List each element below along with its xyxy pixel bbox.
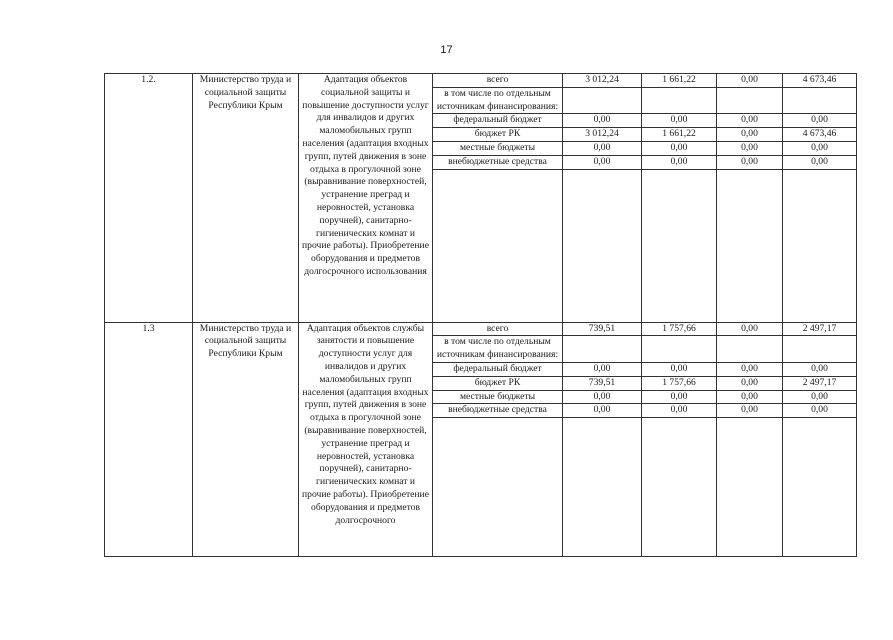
value-total — [783, 336, 857, 363]
funding-source: всего — [433, 322, 563, 336]
value-year-2: 0,00 — [642, 141, 717, 155]
value-year-2: 0,00 — [642, 155, 717, 169]
value-year-1: 0,00 — [563, 404, 642, 418]
funding-table — [104, 73, 857, 557]
responsible-executor: Министерство труда и социальной защиты Республики Крым — [193, 74, 299, 323]
value-year-3: 0,00 — [717, 322, 783, 336]
value-total: 2 497,17 — [783, 376, 857, 390]
empty-cell — [563, 418, 642, 557]
measure-name: Адаптация объектов социальной защиты и повышение доступности услуг для инвалидов и других маломобильных групп населения (адаптация входных групп, путей движения в зоне отдыха в прогулочной зоне (выравнивание поверхностей, устранение преград и неровностей, установка поручней), санитарно-гигиенических комнат и прочие работы). Приобретение оборудования и предметов долгосрочного использования — [299, 74, 433, 323]
value-year-1: 0,00 — [563, 141, 642, 155]
value-year-1 — [563, 336, 642, 363]
value-year-1: 0,00 — [563, 114, 642, 128]
value-year-1: 0,00 — [563, 362, 642, 376]
value-year-3: 0,00 — [717, 155, 783, 169]
value-year-1: 0,00 — [563, 390, 642, 404]
funding-source: федеральный бюджет — [433, 114, 563, 128]
value-year-2: 1 661,22 — [642, 128, 717, 142]
funding-source: бюджет РК — [433, 376, 563, 390]
empty-cell — [433, 169, 563, 322]
value-year-2: 1 757,66 — [642, 322, 717, 336]
value-year-1: 3 012,24 — [563, 74, 642, 88]
value-year-1: 739,51 — [563, 376, 642, 390]
funding-source: местные бюджеты — [433, 141, 563, 155]
value-total: 4 673,46 — [783, 74, 857, 88]
value-year-3: 0,00 — [717, 114, 783, 128]
value-total: 0,00 — [783, 141, 857, 155]
value-year-2: 0,00 — [642, 362, 717, 376]
value-year-3: 0,00 — [717, 74, 783, 88]
page-number: 17 — [440, 44, 453, 56]
value-year-1: 0,00 — [563, 155, 642, 169]
measure-name: Адаптация объектов службы занятости и повышение доступности услуг для инвалидов и других маломобильных групп населения (адаптация входных групп, путей движения в зоне отдыха в прогулочной зоне (выравнивание поверхностей, устранение преград и неровностей, установка поручней), санитарно-гигиенических комнат и прочие работы). Приобретение оборудования и предметов долгосрочного — [299, 322, 433, 557]
value-year-1 — [563, 87, 642, 114]
funding-source: в том числе по отдельным источникам финансирования: — [433, 87, 563, 114]
value-year-3: 0,00 — [717, 376, 783, 390]
funding-source: внебюджетные средства — [433, 155, 563, 169]
value-total — [783, 87, 857, 114]
empty-cell — [433, 418, 563, 557]
value-total: 4 673,46 — [783, 128, 857, 142]
responsible-executor: Министерство труда и социальной защиты Республики Крым — [193, 322, 299, 557]
value-year-3 — [717, 336, 783, 363]
value-total: 0,00 — [783, 114, 857, 128]
value-year-3: 0,00 — [717, 141, 783, 155]
empty-cell — [783, 418, 857, 557]
value-total: 0,00 — [783, 155, 857, 169]
funding-source: местные бюджеты — [433, 390, 563, 404]
funding-source: внебюджетные средства — [433, 404, 563, 418]
value-year-1: 3 012,24 — [563, 128, 642, 142]
value-total: 0,00 — [783, 390, 857, 404]
table-row — [105, 74, 857, 88]
empty-cell — [642, 418, 717, 557]
row-number: 1.3 — [105, 322, 193, 557]
empty-cell — [642, 169, 717, 322]
empty-cell — [563, 169, 642, 322]
value-year-1: 739,51 — [563, 322, 642, 336]
value-total: 0,00 — [783, 362, 857, 376]
value-total: 2 497,17 — [783, 322, 857, 336]
value-year-3: 0,00 — [717, 362, 783, 376]
empty-cell — [717, 169, 783, 322]
table-row — [105, 322, 857, 336]
value-year-2: 1 661,22 — [642, 74, 717, 88]
value-year-2 — [642, 87, 717, 114]
funding-source: всего — [433, 74, 563, 88]
value-year-2: 0,00 — [642, 114, 717, 128]
value-year-2 — [642, 336, 717, 363]
value-total: 0,00 — [783, 404, 857, 418]
value-year-2: 1 757,66 — [642, 376, 717, 390]
empty-cell — [783, 169, 857, 322]
value-year-3: 0,00 — [717, 390, 783, 404]
empty-cell — [717, 418, 783, 557]
funding-source: федеральный бюджет — [433, 362, 563, 376]
value-year-3 — [717, 87, 783, 114]
funding-source: бюджет РК — [433, 128, 563, 142]
row-number: 1.2. — [105, 74, 193, 323]
value-year-3: 0,00 — [717, 128, 783, 142]
value-year-2: 0,00 — [642, 390, 717, 404]
funding-source: в том числе по отдельным источникам финансирования: — [433, 336, 563, 363]
value-year-3: 0,00 — [717, 404, 783, 418]
value-year-2: 0,00 — [642, 404, 717, 418]
